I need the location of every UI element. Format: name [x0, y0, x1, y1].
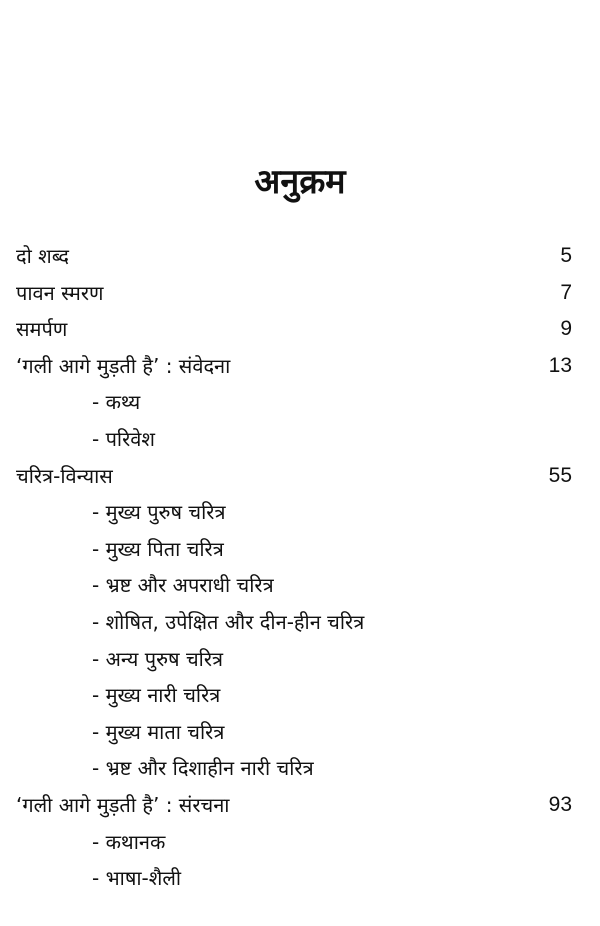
page-title: अनुक्रम: [254, 162, 346, 202]
table-of-contents: [0, 238, 600, 898]
toc-entry: [0, 311, 600, 348]
toc-subentry: [0, 714, 600, 751]
toc-subentry: [0, 604, 600, 641]
toc-entry-label: पावन स्मरण: [16, 280, 104, 305]
toc-entry-label: - कथ्य: [92, 390, 141, 415]
toc-entry: [0, 275, 600, 312]
toc-subentry: [0, 494, 600, 531]
toc-entry-label: - भ्रष्ट और अपराधी चरित्र: [92, 573, 274, 598]
toc-entry-page-number: 55: [548, 463, 572, 487]
toc-entry: [0, 787, 600, 824]
toc-subentry: [0, 824, 600, 861]
toc-entry-label: समर्पण: [16, 317, 68, 342]
toc-entry-label: - भाषा-शैली: [92, 866, 182, 891]
toc-entry: [0, 238, 600, 275]
toc-entry-label: - भ्रष्ट और दिशाहीन नारी चरित्र: [92, 756, 314, 781]
toc-entry-label: - शोषित, उपेक्षित और दीन-हीन चरित्र: [92, 609, 365, 634]
toc-subentry: [0, 567, 600, 604]
toc-entry-label: - मुख्य पुरुष चरित्र: [92, 500, 226, 525]
toc-subentry: [0, 750, 600, 787]
toc-entry-label: - अन्य पुरुष चरित्र: [92, 646, 224, 671]
toc-subentry: [0, 421, 600, 458]
toc-entry-label: ‘गली आगे मुड़ती है’ : संवेदना: [16, 353, 231, 378]
toc-entry: [0, 348, 600, 385]
toc-subentry: [0, 677, 600, 714]
toc-subentry: [0, 860, 600, 897]
toc-entry: [0, 458, 600, 495]
toc-entry-label: चरित्र-विन्यास: [16, 463, 113, 488]
toc-entry-label: - कथानक: [92, 829, 166, 854]
toc-entry-label: - मुख्य पिता चरित्र: [92, 536, 224, 561]
toc-entry-page-number: 5: [560, 244, 572, 267]
toc-entry-label: - मुख्य नारी चरित्र: [92, 683, 221, 708]
toc-entry-label: दो शब्द: [16, 244, 70, 268]
toc-entry-page-number: 93: [548, 792, 572, 816]
toc-subentry: [0, 384, 600, 421]
toc-entry-page-number: 7: [560, 280, 572, 304]
toc-entry-label: ‘गली आगे मुड़ती है’ : संरचना: [16, 792, 230, 817]
toc-subentry: [0, 641, 600, 678]
toc-entry-page-number: 9: [560, 317, 572, 341]
toc-entry-label: - मुख्य माता चरित्र: [92, 719, 225, 744]
toc-entry-page-number: 13: [548, 353, 572, 377]
toc-entry-label: - परिवेश: [92, 426, 156, 451]
toc-subentry: [0, 531, 600, 568]
